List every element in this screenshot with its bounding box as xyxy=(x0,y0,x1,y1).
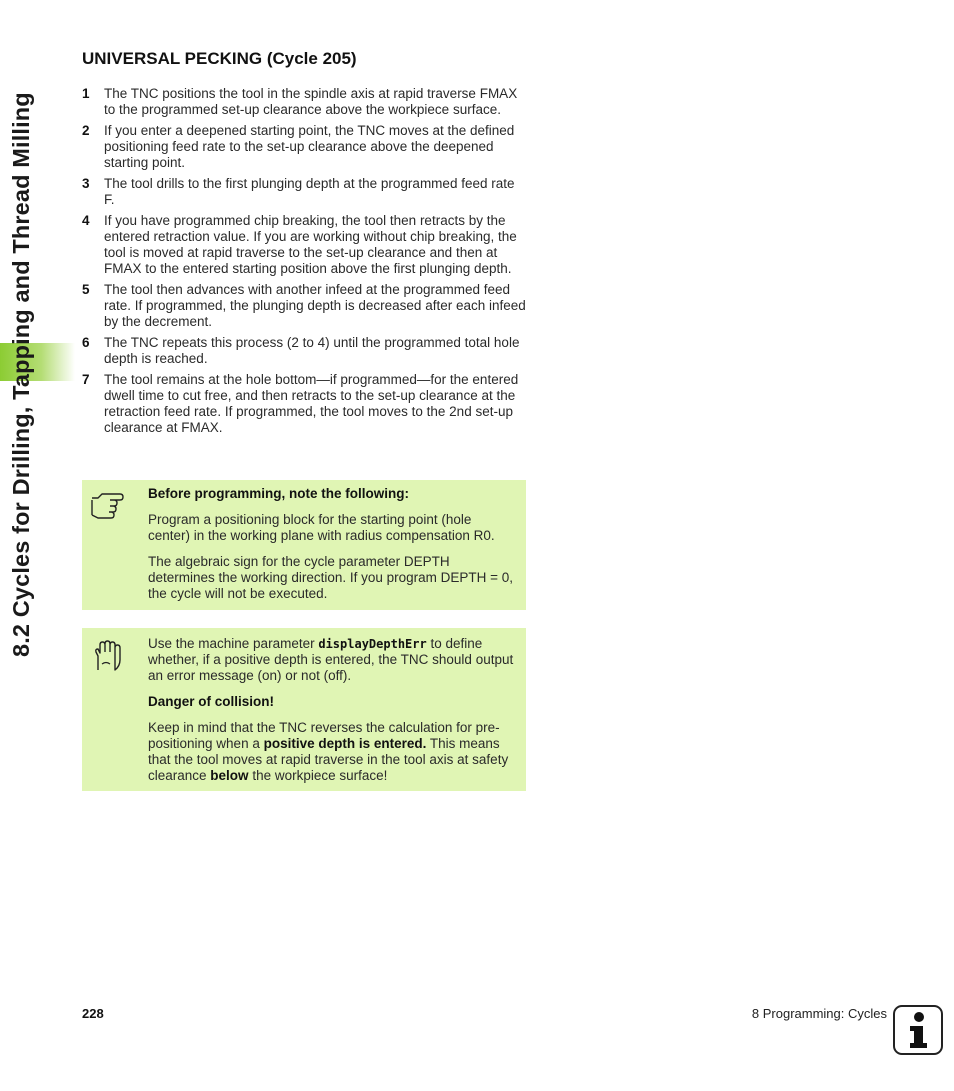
emphasis-text: positive depth is entered. xyxy=(263,736,427,751)
danger-title: Danger of collision! xyxy=(148,694,275,709)
note-title: Before programming, note the following: xyxy=(148,486,409,501)
step-text: The tool then advances with another infeed at the programmed feed rate. If programmed, the plunging depth is decreased after each infeed by the decrement. xyxy=(104,282,526,329)
emphasis-text: below xyxy=(210,768,249,783)
steps-list xyxy=(82,86,527,441)
programming-note-box xyxy=(82,480,526,610)
step-number: 2 xyxy=(82,123,90,138)
chapter-side-title: 8.2 Cycles for Drilling, Tapping and Thread Milling xyxy=(8,92,34,657)
text-fragment: to define whether, if a positive depth is entered, the TNC should output an error message (on) or not (off). xyxy=(148,636,514,683)
text-fragment: This means that the tool moves at rapid traverse in the tool axis at safety clearance xyxy=(148,736,509,783)
pointing-hand-icon xyxy=(90,488,126,520)
step-item xyxy=(82,335,527,367)
step-item xyxy=(82,86,527,118)
text-fragment: Use the machine parameter xyxy=(148,636,319,651)
step-item xyxy=(82,176,527,208)
step-item xyxy=(82,213,527,277)
step-item xyxy=(82,123,527,171)
step-number: 6 xyxy=(82,335,90,350)
text-fragment: Keep in mind that the TNC reverses the calculation for pre-positioning when a xyxy=(148,720,500,751)
text-fragment: the workpiece surface! xyxy=(248,768,388,783)
step-text: The TNC positions the tool in the spindle axis at rapid traverse FMAX to the programmed set-up clearance above the workpiece surface. xyxy=(104,86,518,117)
step-text: If you have programmed chip breaking, the tool then retracts by the entered retraction value. If you are working without chip breaking, the tool is moved at rapid traverse to the set-up clearance and then at FMAX to the entered starting position above the first plunging depth. xyxy=(104,213,517,276)
collision-warning-box xyxy=(82,628,526,791)
note-paragraph xyxy=(148,636,516,684)
step-text: The TNC repeats this process (2 to 4) until the programmed total hole depth is reached. xyxy=(104,335,520,366)
info-icon xyxy=(893,1005,943,1055)
machine-parameter-code: displayDepthErr xyxy=(318,637,427,651)
info-glyph-icon xyxy=(895,1007,941,1053)
step-number: 5 xyxy=(82,282,90,297)
note-paragraph: Program a positioning block for the starting point (hole center) in the working plane with radius compensation R0. xyxy=(148,512,495,543)
step-item xyxy=(82,282,527,330)
section-heading: UNIVERSAL PECKING (Cycle 205) xyxy=(82,49,357,68)
step-number: 1 xyxy=(82,86,90,101)
step-text: If you enter a deepened starting point, the TNC moves at the defined positioning feed rate to the set-up clearance above the deepened starting point. xyxy=(104,123,515,170)
raised-hand-icon xyxy=(90,640,126,672)
step-text: The tool drills to the first plunging depth at the programmed feed rate F. xyxy=(104,176,515,207)
step-number: 3 xyxy=(82,176,90,191)
footer-chapter-label: 8 Programming: Cycles xyxy=(751,1006,887,1021)
step-number: 4 xyxy=(82,213,90,228)
page-number: 228 xyxy=(82,1006,104,1021)
step-text: The tool remains at the hole bottom—if programmed—for the entered dwell time to cut free, and then retracts to the set-up clearance at the retraction feed rate. If programmed, the tool moves to the 2nd set-up clearance at FMAX. xyxy=(104,372,519,435)
step-number: 7 xyxy=(82,372,90,387)
note-paragraph xyxy=(148,720,516,784)
note-paragraph: The algebraic sign for the cycle parameter DEPTH determines the working direction. If you program DEPTH = 0, the cycle will not be executed. xyxy=(148,554,514,601)
step-item xyxy=(82,372,527,436)
